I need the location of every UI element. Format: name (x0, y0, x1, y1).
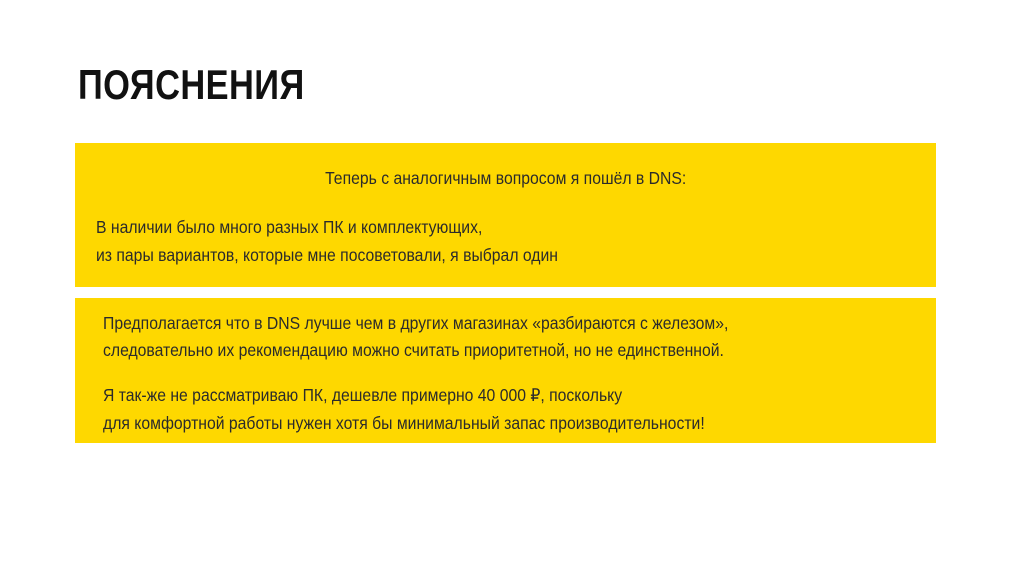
box-heading-text: Теперь с аналогичным вопросом я пошёл в DNS: (324, 168, 687, 188)
paragraph1-line-1: Предполагается что в DNS лучше чем в других магазинах «разбираются с железом», (103, 313, 729, 333)
explanation-box (75, 298, 936, 443)
box1-line-2: из пары вариантов, которые мне посоветовали, я выбрал один (96, 245, 558, 265)
paragraph2-line-1: Я так-же не рассматриваю ПК, дешевле примерно 40 000 ₽, поскольку (103, 385, 623, 405)
dns-question-box (75, 143, 936, 287)
box1-line-1: В наличии было много разных ПК и комплектующих, (96, 217, 483, 237)
slide-title: ПОЯСНЕНИЯ (78, 61, 305, 108)
paragraph1-line-2: следовательно их рекомендацию можно считать приоритетной, но не единственной. (103, 340, 724, 360)
paragraph2-line-2: для комфортной работы нужен хотя бы минимальный запас производительности! (103, 413, 705, 433)
box-heading (75, 167, 936, 189)
